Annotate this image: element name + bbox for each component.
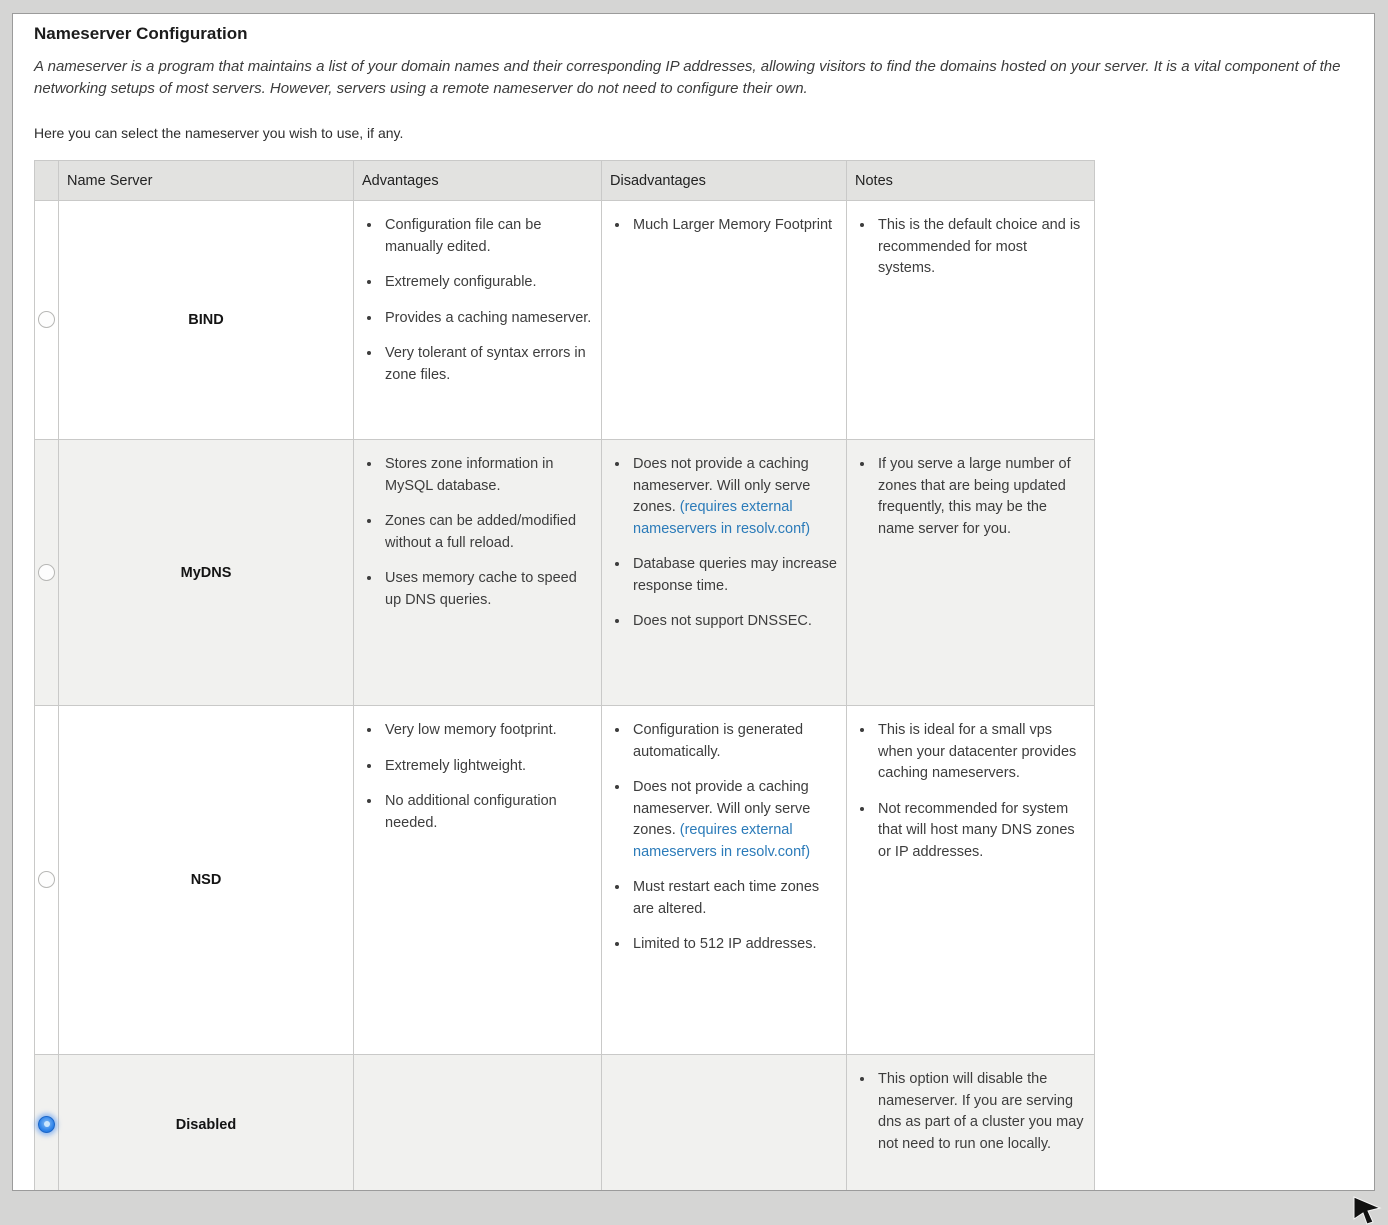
bullet-item: • This is the default choice and is recommended for most systems.	[875, 215, 1085, 280]
name-cell	[59, 201, 354, 440]
notes-cell	[847, 201, 1095, 440]
radio-cell	[35, 706, 59, 1055]
content-panel	[12, 13, 1375, 1191]
bullet-item: • No additional configuration needed.	[382, 791, 592, 834]
nameserver-name: Disabled	[175, 1116, 237, 1133]
bullet-list	[603, 454, 845, 643]
bullet-list	[848, 215, 1093, 290]
bullet-item: • This is ideal for a small vps when your datacenter provides caching nameservers.	[875, 720, 1085, 785]
advantages-cell	[354, 440, 602, 706]
bullet-item: • Does not provide a caching nameserver. Will only serve zones. (requires external nameservers in resolv.conf)	[630, 777, 837, 863]
bullet-item: • Does not support DNSSEC.	[630, 611, 837, 633]
column-header-notes: Notes	[847, 161, 1095, 201]
bullet-item: • Stores zone information in MySQL database.	[382, 454, 592, 497]
bullet-list	[848, 720, 1093, 873]
notes-cell	[847, 440, 1095, 706]
table-row-disabled	[35, 1055, 1095, 1192]
nameserver-name: BIND	[188, 312, 224, 328]
bullet-list	[603, 215, 845, 247]
resolv-conf-link[interactable]: (requires external nameservers in resolv.conf)	[633, 499, 811, 537]
bullet-list	[603, 720, 845, 966]
radio-cell	[35, 1055, 59, 1192]
instruction-text: Here you can select the nameserver you wish to use, if any.	[34, 125, 404, 141]
bullet-item: • Does not provide a caching nameserver. Will only serve zones. (requires external nameservers in resolv.conf)	[630, 454, 837, 540]
page-title: Nameserver Configuration	[34, 24, 248, 43]
radio-cell	[35, 201, 59, 440]
radio-cell	[35, 440, 59, 706]
table-row-nsd	[35, 706, 1095, 1055]
name-cell	[59, 706, 354, 1055]
name-cell	[59, 1055, 354, 1192]
name-cell	[59, 440, 354, 706]
intro-paragraph: A nameserver is a program that maintains a list of your domain names and their corresponding IP addresses, allowing visitors to find the domains hosted on your server. It is a vital component of the networking setups of most servers. However, servers using a remote nameserver do not need to configure their own.	[34, 58, 1341, 97]
bullet-item: • Zones can be added/modified without a full reload.	[382, 511, 592, 554]
disadvantages-cell	[602, 201, 847, 440]
bullet-item: • If you serve a large number of zones that are being updated frequently, this may be the name server for you.	[875, 454, 1085, 540]
bullet-item: • Configuration is generated automatically.	[630, 720, 837, 763]
notes-cell	[847, 1055, 1095, 1192]
bullet-list	[355, 720, 600, 844]
bullet-item: • Database queries may increase response time.	[630, 554, 837, 597]
radio-bind[interactable]	[38, 311, 55, 328]
bullet-item: • This option will disable the nameserver. If you are serving dns as part of a cluster you may not need to run one locally.	[875, 1069, 1085, 1155]
resolv-conf-link[interactable]: (requires external nameservers in resolv.conf)	[633, 822, 811, 860]
bullet-list	[355, 215, 600, 396]
radio-nsd[interactable]	[38, 871, 55, 888]
advantages-cell	[354, 706, 602, 1055]
bullet-item: • Must restart each time zones are altered.	[630, 877, 837, 920]
bullet-item: • Limited to 512 IP addresses.	[630, 934, 837, 956]
bullet-item: • Extremely configurable.	[382, 272, 592, 294]
advantages-cell	[354, 201, 602, 440]
bullet-item: • Extremely lightweight.	[382, 756, 592, 778]
bullet-item: • Configuration file can be manually edited.	[382, 215, 592, 258]
column-header-name-server: Name Server	[59, 161, 354, 201]
radio-disabled[interactable]	[38, 1116, 55, 1133]
bullet-item: • Uses memory cache to speed up DNS queries.	[382, 568, 592, 611]
table-header-row	[35, 161, 1095, 201]
disadvantages-cell	[602, 440, 847, 706]
column-header-advantages: Advantages	[354, 161, 602, 201]
mouse-cursor-icon	[1352, 1193, 1384, 1225]
bullet-item: • Not recommended for system that will host many DNS zones or IP addresses.	[875, 799, 1085, 864]
column-header-disadvantages: Disadvantages	[602, 161, 847, 201]
bullet-list	[848, 1069, 1093, 1165]
nameserver-table	[34, 160, 1095, 1191]
disadvantages-cell	[602, 1055, 847, 1192]
table-row-mydns	[35, 440, 1095, 706]
bullet-list	[848, 454, 1093, 550]
radio-mydns[interactable]	[38, 564, 55, 581]
radio-column-header	[35, 161, 59, 201]
table-row-bind	[35, 201, 1095, 440]
bullet-item: • Very tolerant of syntax errors in zone files.	[382, 343, 592, 386]
notes-cell	[847, 706, 1095, 1055]
nameserver-name: MyDNS	[180, 564, 232, 581]
nameserver-name: NSD	[190, 872, 222, 888]
disadvantages-cell	[602, 706, 847, 1055]
bullet-list	[355, 454, 600, 621]
bullet-item: • Much Larger Memory Footprint	[630, 215, 837, 237]
advantages-cell	[354, 1055, 602, 1192]
bullet-item: • Provides a caching nameserver.	[382, 308, 592, 330]
bullet-item: • Very low memory footprint.	[382, 720, 592, 742]
